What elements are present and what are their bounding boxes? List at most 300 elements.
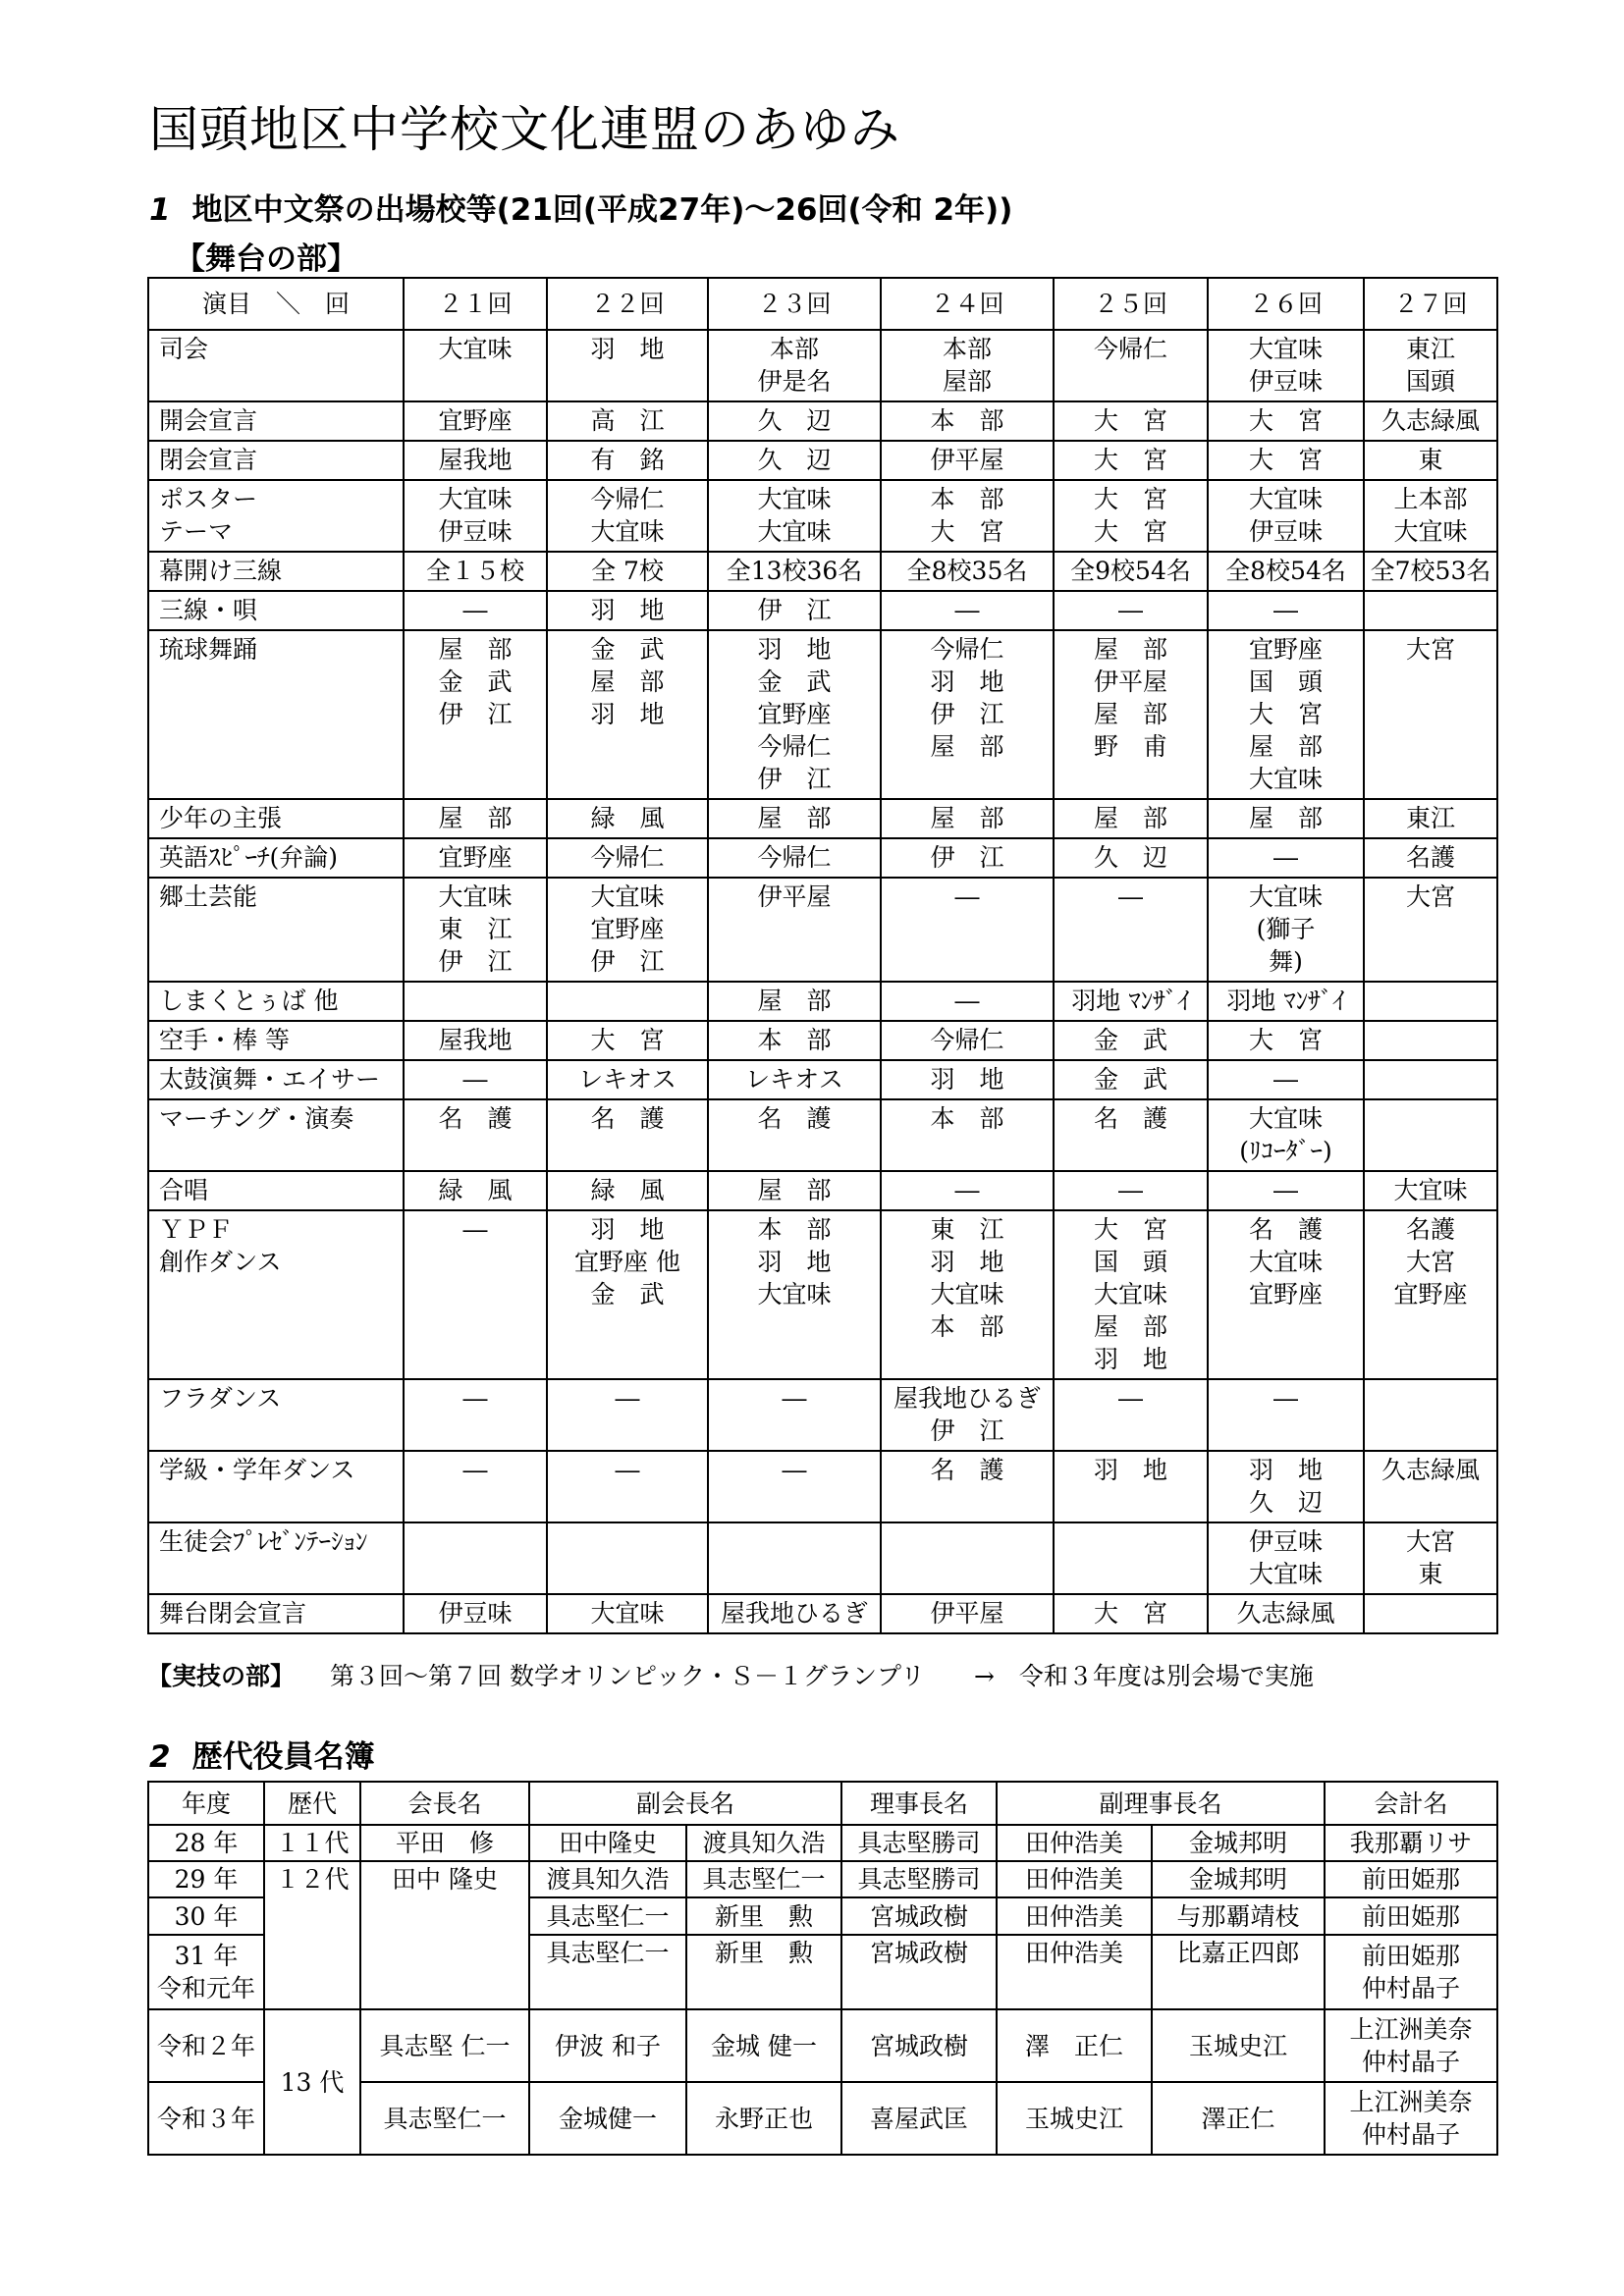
school-name: 大 宮 [1248,446,1323,474]
school-cell [881,982,1054,1021]
school-cell [1054,630,1208,799]
stage-row [148,1210,1497,1379]
school-cell [708,878,881,982]
school-cell [1208,1171,1364,1210]
vice-chair-cell: 田仲浩美 [997,1825,1152,1861]
program-label-line: テーマ [159,517,234,546]
school-cell [708,480,881,552]
school-name: 全9校54名 [1070,557,1191,585]
stage-row [148,552,1497,591]
school-cell [1208,1021,1364,1060]
stage-row [148,480,1497,552]
school-cell [708,552,881,591]
school-cell [1364,982,1497,1021]
school-name: ― [782,1384,807,1413]
program-label [148,441,404,480]
vice-president-cell: 具志堅仁一 [529,1897,686,1935]
school-name: 大宜味 [438,485,513,513]
school-name: (ﾘｺｰﾀﾞｰ) [1239,1137,1332,1165]
school-cell [1054,1060,1208,1099]
school-cell [1364,838,1497,878]
school-cell [404,1522,547,1594]
school-cell [404,1210,547,1379]
school-name: 上本部 [1393,485,1468,513]
school-name: ― [462,1215,488,1244]
school-name: 久志緑風 [1380,406,1480,435]
school-name: 伊 江 [930,1416,1004,1445]
school-name: 伊平屋 [930,1599,1004,1628]
school-cell [1364,480,1497,552]
stage-row [148,441,1497,480]
school-cell [547,330,708,401]
school-cell [1208,630,1364,799]
school-name: 大 宮 [1093,485,1167,513]
school-cell [1054,1522,1208,1594]
school-cell [404,799,547,838]
program-label-line: 合唱 [159,1176,209,1204]
program-label [148,1099,404,1171]
school-cell [1054,878,1208,982]
school-cell [1208,1379,1364,1451]
school-name: 羽 地 [757,635,832,664]
school-name: 国 頭 [1248,667,1323,696]
treasurer-cell: 前田姫那 仲村晶子 [1325,1935,1497,2009]
school-cell [1054,480,1208,552]
program-label [148,799,404,838]
school-cell [1364,799,1497,838]
school-cell [1364,441,1497,480]
school-name: 伊 江 [757,596,832,624]
school-name: 本 部 [757,1026,832,1054]
school-name: 今帰仁 [930,1026,1004,1054]
school-cell [547,1522,708,1594]
school-name: 羽 地 [1248,1456,1323,1484]
school-cell [1208,982,1364,1021]
program-label [148,630,404,799]
page-title: 国頭地区中学校文化連盟のあゆみ [149,101,900,158]
school-name: ― [1118,882,1143,911]
school-cell [404,480,547,552]
school-cell [547,1099,708,1171]
program-label-line: 少年の主張 [159,804,283,832]
school-name: 本部 [942,335,992,363]
school-name: 久 辺 [757,406,832,435]
school-cell [404,630,547,799]
school-cell [1208,1210,1364,1379]
officers-table [147,1781,1498,2156]
vice-chair-cell: 比嘉正四郎 [1152,1935,1325,2009]
stage-row [148,799,1497,838]
vice-chair-cell: 田仲浩美 [997,1861,1152,1897]
header-term: 歴代 [264,1782,360,1825]
school-name: (獅子 [1256,915,1316,943]
program-label-line: 創作ダンス [159,1248,282,1276]
school-cell [1054,1451,1208,1522]
school-cell [547,982,708,1021]
school-name: 伊平屋 [757,882,832,911]
school-name: 本 部 [930,406,1004,435]
program-label-line: 英語ｽﾋﾟｰﾁ(弁論) [159,843,339,872]
program-label [148,1522,404,1594]
year-cell: 29 年 [148,1861,264,1897]
school-cell [1054,1594,1208,1633]
school-name: ― [1273,596,1298,624]
program-label-line: 閉会宣言 [159,446,258,474]
header-program: 演目 ＼ 回 [148,278,404,330]
school-cell [708,401,881,441]
school-name: 宜野座 [438,843,513,872]
vice-president-cell: 田中隆史 [529,1825,686,1861]
school-cell [404,838,547,878]
school-cell [881,878,1054,982]
program-label-line: ポスター [159,485,258,513]
program-label [148,1171,404,1210]
school-name: 屋 部 [1093,804,1167,832]
school-cell [881,591,1054,630]
school-name: 金 武 [590,1280,665,1308]
school-name: 今帰仁 [757,843,832,872]
school-cell [547,630,708,799]
school-name: 大宮 [1405,635,1455,664]
school-name: 大宜味 [1248,1248,1323,1276]
school-cell [881,1171,1054,1210]
program-label-line: 琉球舞踊 [159,635,258,664]
school-cell [708,982,881,1021]
school-name: 今帰仁 [930,635,1004,664]
header-round: ２１回 [404,278,547,330]
vice-president-cell: 金城健一 [529,2082,686,2155]
school-cell [708,1594,881,1633]
school-name: 羽 地 [930,1248,1004,1276]
school-cell [547,441,708,480]
school-cell [708,1099,881,1171]
school-cell [1364,630,1497,799]
treasurer-cell: 前田姫那 [1325,1861,1497,1897]
school-name: 今帰仁 [590,485,665,513]
school-cell [404,591,547,630]
school-cell [708,1451,881,1522]
school-name: 今帰仁 [590,843,665,872]
school-cell [708,441,881,480]
school-name: 屋 部 [757,804,832,832]
vice-chair-cell: 玉城史江 [1152,2009,1325,2082]
school-name: 全１５校 [425,557,524,585]
school-cell [404,982,547,1021]
program-label [148,878,404,982]
chair-cell: 宮城政樹 [841,1897,997,1935]
header-chair: 理事長名 [841,1782,997,1825]
school-cell [881,1451,1054,1522]
school-name: 大宮 [1405,1248,1455,1276]
school-name: 大宜味 [1248,335,1323,363]
school-name: 全 7校 [591,557,664,585]
school-name: 大宜味 [930,1280,1004,1308]
school-name: 名護 [1405,843,1455,872]
officers-row [148,1825,1497,1861]
program-label-line: 三線・唄 [159,596,258,624]
section-2-title: 歴代役員名簿 [191,1739,375,1775]
header-president: 会長名 [360,1782,529,1825]
treasurer-cell: 我那覇リサ [1325,1825,1497,1861]
chair-cell: 喜屋武匡 [841,2082,997,2155]
school-name: 屋 部 [438,635,513,664]
school-name: 金 武 [438,667,513,696]
term-cell: １２代 [264,1861,360,2009]
school-cell [1054,1171,1208,1210]
school-name: ― [954,1176,980,1204]
school-name: 大宜味 [438,882,513,911]
school-name: 大宜味 [1393,517,1468,546]
vice-president-cell: 伊波 和子 [529,2009,686,2082]
school-cell [1054,401,1208,441]
school-name: 大宜味 [757,517,832,546]
school-name: 今帰仁 [1093,335,1167,363]
school-name: 大 宮 [1093,446,1167,474]
school-name: 羽 地 [930,667,1004,696]
header-round: ２６回 [1208,278,1364,330]
stage-row [148,330,1497,401]
stage-row [148,1594,1497,1633]
school-cell [1054,1379,1208,1451]
school-cell [1208,799,1364,838]
school-cell [881,1021,1054,1060]
school-cell [708,1021,881,1060]
term-cell: １１代 [264,1825,360,1861]
school-name: 大宜味 [1093,1280,1167,1308]
stage-row [148,1099,1497,1171]
school-cell [1208,480,1364,552]
school-cell [881,838,1054,878]
school-name: 名 護 [1093,1104,1167,1133]
school-name: 名 護 [590,1104,665,1133]
school-name: 大宜味 [1393,1176,1468,1204]
school-name: 伊豆味 [1248,367,1323,396]
school-name: 大 宮 [930,517,1004,546]
stage-row [148,1021,1497,1060]
school-name: 国 頭 [1093,1248,1167,1276]
school-name: 宜野座 他 [574,1248,680,1276]
school-name: 金 武 [1093,1026,1167,1054]
program-label [148,1021,404,1060]
school-name: ― [1273,1065,1298,1094]
school-name: 羽地 ﾏﾝｻﾞｲ [1226,987,1345,1015]
school-cell [547,401,708,441]
stage-row [148,1379,1497,1451]
school-cell [1364,552,1497,591]
year-cell: 令和３年 [148,2082,264,2155]
school-cell [404,401,547,441]
program-label [148,1379,404,1451]
stage-header-row [148,278,1497,330]
school-name: 伊平屋 [930,446,1004,474]
school-name: 伊 江 [930,700,1004,728]
stage-row [148,1171,1497,1210]
school-cell [708,1210,881,1379]
school-name: 屋 部 [930,804,1004,832]
program-label-line: 開会宣言 [159,406,258,435]
school-name: 大宜味 [1248,882,1323,911]
school-name: ― [954,596,980,624]
school-cell [1054,982,1208,1021]
school-name: 大 宮 [1248,406,1323,435]
school-cell [404,1594,547,1633]
school-name: 伊 江 [757,765,832,793]
year-cell: 30 年 [148,1897,264,1935]
school-cell [1364,401,1497,441]
program-label-line: 空手・棒 等 [159,1026,290,1054]
vice-president-cell: 具志堅仁一 [529,1935,686,2009]
school-cell [708,1522,881,1594]
school-name: ― [462,1456,488,1484]
school-cell [547,1060,708,1099]
school-name: 屋 部 [757,1176,832,1204]
header-round: ２４回 [881,278,1054,330]
school-name: 大 宮 [1248,700,1323,728]
school-name: 屋我地ひるぎ [893,1384,1041,1413]
school-name: 屋我地 [438,446,513,474]
school-cell [547,799,708,838]
school-cell [1364,1451,1497,1522]
school-name: 伊豆味 [1248,1527,1323,1556]
school-cell [1054,552,1208,591]
header-treasurer: 会計名 [1325,1782,1497,1825]
header-round: ２５回 [1054,278,1208,330]
school-name: レキオス [745,1065,843,1094]
school-name: 金 武 [1093,1065,1167,1094]
school-cell [1054,1099,1208,1171]
program-label [148,1594,404,1633]
school-name: 屋 部 [1248,804,1323,832]
school-name: レキオス [578,1065,677,1094]
school-cell [708,1060,881,1099]
school-name: 羽 地 [590,1215,665,1244]
school-name: 名 護 [1248,1215,1323,1244]
school-name: 羽 地 [590,700,665,728]
school-name: 大宜味 [590,882,665,911]
officers-header-row [148,1782,1497,1825]
school-name: 全7校53名 [1370,557,1491,585]
vice-president-cell: 永野正也 [686,2082,841,2155]
school-name: 伊 江 [930,843,1004,872]
stage-section-subheading: 【舞台の部】 [175,241,357,277]
vice-president-cell: 新里 勲 [686,1897,841,1935]
program-label [148,1451,404,1522]
header-vice-president: 副会長名 [529,1782,841,1825]
school-cell [1208,1451,1364,1522]
school-name: 大 宮 [1093,1215,1167,1244]
school-name: 本 部 [930,1312,1004,1341]
school-name: 伊 江 [438,947,513,976]
school-name: ― [782,1456,807,1484]
vice-chair-cell: 澤正仁 [1152,2082,1325,2155]
school-name: ― [615,1456,640,1484]
school-name: 屋我地ひるぎ [720,1599,868,1628]
school-name: 舞) [1269,947,1303,976]
school-cell [547,480,708,552]
school-name: 本 部 [930,1104,1004,1133]
stage-row [148,878,1497,982]
school-name: 宜野座 [590,915,665,943]
vice-president-cell: 新里 勲 [686,1935,841,2009]
school-cell [708,838,881,878]
school-name: 大宜味 [1248,1104,1323,1133]
school-cell [1364,1594,1497,1633]
school-name: 国頭 [1405,367,1455,396]
school-cell [881,630,1054,799]
program-label-line: 郷土芸能 [159,882,258,911]
school-cell [547,838,708,878]
school-name: 伊豆味 [1248,517,1323,546]
school-cell [404,1021,547,1060]
school-name: 羽地 ﾏﾝｻﾞｲ [1071,987,1190,1015]
school-cell [404,1451,547,1522]
school-cell [1208,1060,1364,1099]
school-name: ― [1273,843,1298,872]
program-label [148,591,404,630]
section-1-heading [149,185,1012,229]
school-name: 屋 部 [1248,732,1323,761]
school-cell [708,799,881,838]
program-label [148,330,404,401]
stage-row [148,982,1497,1021]
school-cell [1364,1522,1497,1594]
school-cell [1208,1099,1364,1171]
school-name: 大宜味 [757,485,832,513]
school-cell [708,1171,881,1210]
vice-chair-cell: 澤 正仁 [997,2009,1152,2082]
school-name: 東 [1418,446,1443,474]
school-name: 屋我地 [438,1026,513,1054]
school-name: 宜野座 [438,406,513,435]
school-name: ― [462,1384,488,1413]
school-name: 羽 地 [1093,1345,1167,1373]
vice-chair-cell: 金城邦明 [1152,1825,1325,1861]
school-name: 久 辺 [757,446,832,474]
school-name: 大宮 [1405,882,1455,911]
school-cell [1208,401,1364,441]
school-name: ― [462,596,488,624]
school-cell [1208,552,1364,591]
treasurer-cell: 上江洲美奈 仲村晶子 [1325,2082,1497,2155]
school-name: 本 部 [757,1215,832,1244]
section-1-number: 1 [149,192,171,228]
header-round: ２７回 [1364,278,1497,330]
stage-row [148,1060,1497,1099]
school-name: 大宜味 [1248,1560,1323,1588]
school-name: 大宜味 [1248,765,1323,793]
school-name: 大宜味 [590,517,665,546]
school-name: 大宮 [1405,1527,1455,1556]
school-cell [547,552,708,591]
school-name: 屋 部 [1093,1312,1167,1341]
school-name: 東 江 [438,915,513,943]
school-cell [881,799,1054,838]
president-cell: 田中 隆史 [360,1861,529,2009]
school-name: 久 辺 [1248,1488,1323,1517]
school-name: ― [1118,1176,1143,1204]
school-cell [1208,1522,1364,1594]
vice-chair-cell: 与那覇靖枝 [1152,1897,1325,1935]
school-name: 羽 地 [590,596,665,624]
year-cell: 28 年 [148,1825,264,1861]
header-year: 年度 [148,1782,264,1825]
jitsugi-note [147,1657,1314,1692]
school-name: 全8校35名 [906,557,1028,585]
school-cell [881,441,1054,480]
school-name: 高 江 [590,406,665,435]
school-cell [547,1210,708,1379]
school-name: 緑 風 [438,1176,513,1204]
